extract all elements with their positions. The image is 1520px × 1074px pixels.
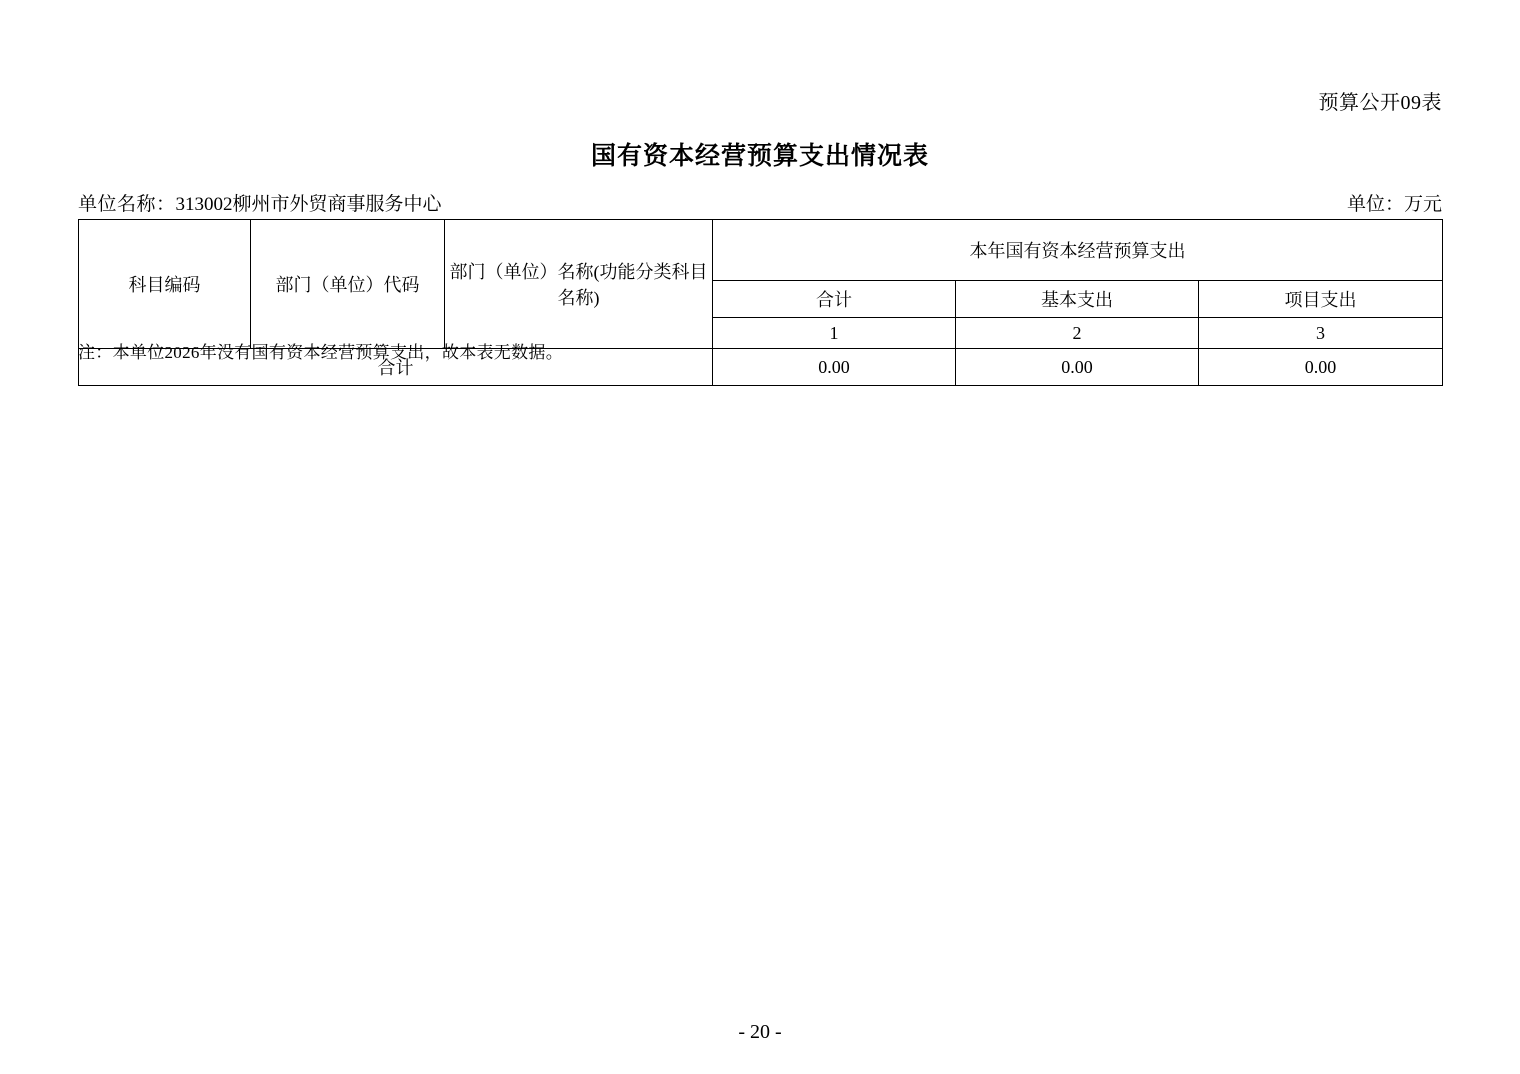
row-basic-value: 0.00 xyxy=(956,349,1199,386)
header-total: 合计 xyxy=(713,281,956,318)
header-dept-code: 部门（单位）代码 xyxy=(251,220,445,349)
table-note: 注：本单位2026年没有国有资本经营预算支出，故本表无数据。 xyxy=(78,343,563,362)
header-column-number-3: 3 xyxy=(1199,318,1443,349)
unit-name-label: 单位名称： xyxy=(78,194,176,215)
page-title: 国有资本经营预算支出情况表 xyxy=(590,143,929,170)
form-number-label: 预算公开09表 xyxy=(1318,92,1442,114)
header-column-number-2: 2 xyxy=(956,318,1199,349)
header-subject-code: 科目编码 xyxy=(79,220,251,349)
header-column-number-1: 1 xyxy=(713,318,956,349)
header-project-expenditure: 项目支出 xyxy=(1199,281,1443,318)
unit-name-line xyxy=(78,189,442,216)
header-dept-name: 部门（单位）名称(功能分类科目名称) xyxy=(445,220,713,349)
row-total-value: 0.00 xyxy=(713,349,956,386)
currency-unit-label: 单位：万元 xyxy=(1346,194,1442,215)
header-group-current-year: 本年国有资本经营预算支出 xyxy=(713,220,1443,281)
unit-name-value: 313002柳州市外贸商事服务中心 xyxy=(175,194,442,215)
row-label-total: 合计 xyxy=(79,349,713,386)
header-basic-expenditure: 基本支出 xyxy=(956,281,1199,318)
row-project-value: 0.00 xyxy=(1199,349,1443,386)
table-header-row-1 xyxy=(79,220,1443,281)
page-number: - 20 - xyxy=(738,1021,782,1043)
